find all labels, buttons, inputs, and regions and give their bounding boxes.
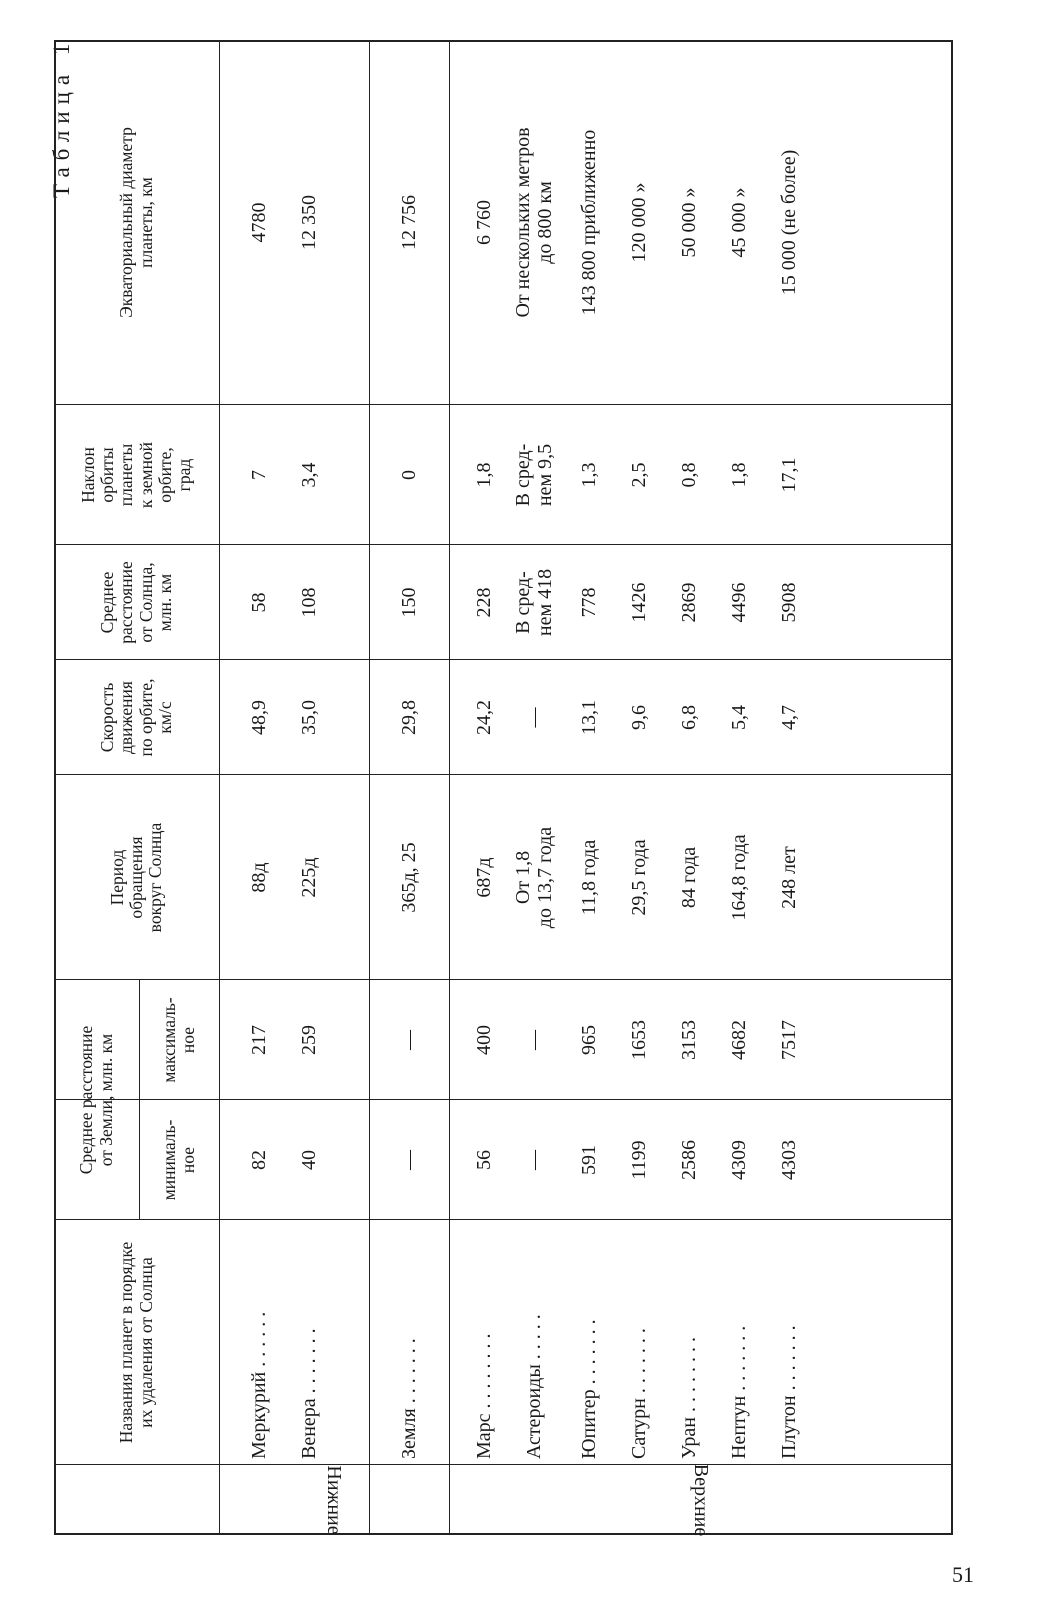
row-min-distance: 4303 bbox=[778, 1140, 800, 1180]
row-diameter: 143 800 приближенно bbox=[578, 129, 600, 316]
row-speed: 48,9 bbox=[248, 700, 270, 735]
row-period: 84 года bbox=[678, 846, 700, 909]
header-names: Названия планет в порядке их удаления от Солнца bbox=[116, 1241, 156, 1444]
row-inclination: В сред- нем 9,5 bbox=[512, 443, 556, 507]
row-inclination: 1,8 bbox=[473, 462, 495, 488]
row-speed: 24,2 bbox=[473, 700, 495, 735]
row-max-distance: 217 bbox=[248, 1025, 270, 1055]
row-sun-distance: 4496 bbox=[728, 582, 750, 623]
table-caption: Таблица 1 bbox=[49, 36, 74, 198]
row-divider bbox=[219, 40, 220, 1535]
header-diameter: Экваториальный диаметр планеты, км bbox=[116, 127, 156, 318]
row-divider bbox=[449, 40, 450, 1535]
row-diameter: 120 000 » bbox=[628, 182, 650, 263]
row-max-distance: 3153 bbox=[678, 1020, 700, 1060]
row-inclination: 0,8 bbox=[678, 462, 700, 488]
row-inclination: 2,5 bbox=[628, 462, 650, 488]
row-diameter: От нескольких метров до 800 км bbox=[512, 127, 556, 318]
row-min-distance: 40 bbox=[298, 1150, 320, 1170]
row-diameter: 50 000 » bbox=[678, 187, 700, 258]
row-min-distance: — bbox=[398, 1150, 420, 1170]
row-planet-name: Юпитер . . . . . . . bbox=[578, 1319, 600, 1459]
row-sun-distance: 58 bbox=[248, 592, 270, 613]
header-speed: Скорость движения по орбите, км/с bbox=[97, 678, 175, 757]
row-planet-name: Марс . . . . . . . . bbox=[473, 1333, 495, 1459]
row-planet-name: Астероиды . . . . . bbox=[523, 1314, 545, 1459]
row-speed: 29,8 bbox=[398, 700, 420, 735]
row-min-distance: 56 bbox=[473, 1150, 495, 1170]
header-max: максималь- ное bbox=[158, 997, 198, 1083]
row-diameter: 45 000 » bbox=[728, 187, 750, 258]
row-max-distance: 4682 bbox=[728, 1020, 750, 1060]
planets-table bbox=[54, 40, 953, 1535]
row-inclination: 1,8 bbox=[728, 462, 750, 488]
row-speed: 5,4 bbox=[728, 705, 750, 730]
group-upper: Верхние bbox=[690, 1463, 712, 1537]
row-max-distance: 1653 bbox=[628, 1020, 650, 1060]
row-inclination: 0 bbox=[398, 470, 420, 480]
row-diameter: 15 000 (не более) bbox=[778, 149, 800, 296]
row-max-distance: 259 bbox=[298, 1025, 320, 1055]
row-planet-name: Нептун . . . . . . . bbox=[728, 1325, 750, 1459]
row-speed: 4,7 bbox=[778, 705, 800, 730]
row-sun-distance: В сред- нем 418 bbox=[512, 568, 556, 637]
page-number: 51 bbox=[952, 1562, 974, 1587]
row-period: 11,8 года bbox=[578, 839, 600, 916]
row-sun-distance: 2869 bbox=[678, 582, 700, 623]
row-max-distance: — bbox=[398, 1030, 420, 1050]
row-planet-name: Земля . . . . . . . bbox=[398, 1338, 420, 1459]
group-lower: Нижние bbox=[323, 1465, 345, 1535]
header-min: минималь- ное bbox=[158, 1119, 198, 1201]
row-sun-distance: 228 bbox=[473, 587, 495, 618]
row-divider bbox=[369, 40, 370, 1535]
row-diameter: 4780 bbox=[248, 202, 270, 243]
row-period: 225д bbox=[298, 857, 320, 898]
row-max-distance: 400 bbox=[473, 1025, 495, 1055]
row-speed: 35,0 bbox=[298, 700, 320, 735]
row-min-distance: 2586 bbox=[678, 1140, 700, 1180]
row-period: 164,8 года bbox=[728, 834, 750, 921]
row-min-distance: 1199 bbox=[628, 1140, 650, 1180]
row-max-distance: — bbox=[523, 1030, 545, 1050]
row-speed: 13,1 bbox=[578, 700, 600, 735]
row-min-distance: — bbox=[523, 1150, 545, 1170]
row-period: 29,5 года bbox=[628, 839, 650, 916]
row-period: 687д bbox=[473, 857, 495, 898]
header-earth-distance: Среднее расстояние от Земли, млн. км bbox=[76, 1025, 116, 1175]
row-sun-distance: 108 bbox=[298, 587, 320, 618]
row-speed: — bbox=[523, 707, 545, 728]
row-planet-name: Венера . . . . . . . bbox=[298, 1328, 320, 1459]
row-speed: 9,6 bbox=[628, 705, 650, 730]
row-sun-distance: 1426 bbox=[628, 582, 650, 623]
row-inclination: 1,3 bbox=[578, 462, 600, 488]
row-period: 365д, 25 bbox=[398, 842, 420, 913]
row-min-distance: 591 bbox=[578, 1145, 600, 1175]
row-max-distance: 965 bbox=[578, 1025, 600, 1055]
row-planet-name: Плутон . . . . . . . bbox=[778, 1325, 800, 1459]
header-sun-distance: Среднее расстояние от Солнца, млн. км bbox=[97, 561, 175, 644]
row-period: 88д bbox=[248, 862, 270, 893]
row-inclination: 7 bbox=[248, 470, 270, 480]
row-planet-name: Сатурн . . . . . . . bbox=[628, 1328, 650, 1459]
row-speed: 6,8 bbox=[678, 705, 700, 730]
row-period: От 1,8 до 13,7 года bbox=[512, 826, 556, 929]
row-sun-distance: 778 bbox=[578, 587, 600, 618]
header-period: Период обращения вокруг Солнца bbox=[106, 822, 166, 933]
row-diameter: 6 760 bbox=[473, 200, 495, 245]
row-inclination: 3,4 bbox=[298, 462, 320, 488]
header-inclination: Наклон орбиты планеты к земной орбите, град bbox=[77, 441, 194, 509]
row-diameter: 12 756 bbox=[398, 195, 420, 250]
row-inclination: 17,1 bbox=[778, 457, 800, 493]
row-period: 248 лет bbox=[778, 846, 800, 909]
row-max-distance: 7517 bbox=[778, 1020, 800, 1060]
row-min-distance: 4309 bbox=[728, 1140, 750, 1180]
row-diameter: 12 350 bbox=[298, 195, 320, 250]
row-planet-name: Меркурий . . . . . . bbox=[248, 1311, 270, 1459]
row-sun-distance: 5908 bbox=[778, 582, 800, 623]
row-sun-distance: 150 bbox=[398, 587, 420, 618]
row-planet-name: Уран . . . . . . . . bbox=[678, 1337, 700, 1459]
row-min-distance: 82 bbox=[248, 1150, 270, 1170]
